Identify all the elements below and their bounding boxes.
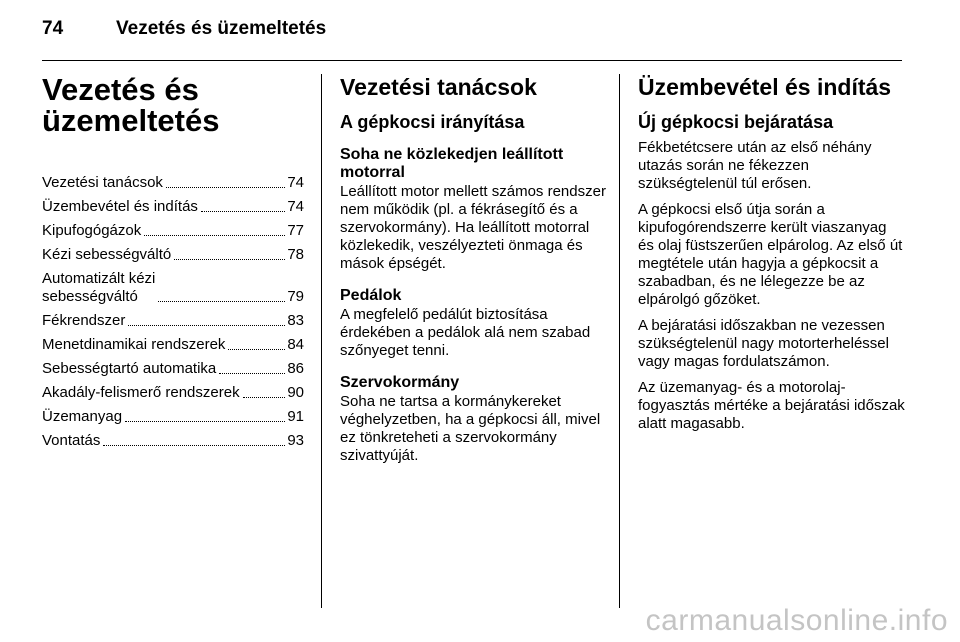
toc-entry-label: Üzembevétel és indítás: [42, 198, 198, 215]
pedals-heading: Pedálok: [340, 287, 402, 304]
paragraph: A bejáratási időszakban ne vezessen szükségtelenül nagy motorterheléssel vagy magas fordulatszámon.: [638, 317, 889, 370]
chapter-column: [42, 74, 304, 456]
dot-leader: [103, 445, 285, 446]
paragraph: A gépkocsi első útja során a kipufogórendszerre került viaszanyag és olaj füstszerűen elpárolog. Az első út megtétele után hagyja a gépkocsit a szabadban, és ne lélegezze be az elpárolgó gőzöket.: [638, 201, 903, 308]
toc-entry[interactable]: [42, 408, 304, 426]
toc-entry-label: Automatizált kézi sebességváltó: [42, 270, 156, 305]
toc-entry-label: Sebességtartó automatika: [42, 360, 217, 377]
toc-entry-label: Kézi sebességváltó: [42, 246, 172, 263]
toc-entry-label: Vezetési tanácsok: [42, 174, 163, 191]
toc-entry[interactable]: [42, 222, 304, 240]
toc-entry-label: Kipufogógázok: [42, 222, 142, 239]
dot-leader: [125, 421, 285, 422]
toc-entry[interactable]: [42, 360, 304, 378]
toc-entry-page: 90: [287, 384, 304, 401]
toc-entry[interactable]: [42, 336, 304, 354]
toc-entry-page: 78: [287, 246, 304, 263]
toc-entry[interactable]: [42, 198, 304, 216]
engine-off-heading: Soha ne közlekedjen leállított motorral: [340, 146, 564, 181]
toc-entry[interactable]: [42, 246, 304, 264]
header-divider: [42, 60, 902, 61]
power-steering-heading: Szervokormány: [340, 374, 460, 391]
engine-off-text: Leállított motor mellett számos rendszer nem működik (pl. a fékrásegítő és a szervokormány). Ha leállított motorral közlekedik, veszélyezteti önmaga és mások épségét.: [340, 183, 606, 272]
toc-entry-page: 84: [287, 336, 304, 353]
start-up-column: [638, 74, 906, 441]
toc-entry-page: 83: [287, 312, 304, 329]
toc-entry[interactable]: [42, 384, 304, 402]
column-title: Vezetési tanácsok: [340, 74, 537, 100]
toc-entry-label: Menetdinamikai rendszerek: [42, 336, 226, 353]
dot-leader: [219, 373, 285, 374]
dot-leader: [201, 211, 285, 212]
column-divider-1: [321, 74, 322, 608]
dot-leader: [158, 301, 285, 302]
chapter-title-line-2: üzemeltetés: [42, 103, 220, 138]
watermark: carmanualsonline.info: [645, 604, 948, 637]
running-section-title: Vezetés és üzemeltetés: [116, 18, 327, 39]
pedals-text: A megfelelő pedálút biztosítása érdekében a pedálok alá nem szabad szőnyeget tenni.: [340, 306, 591, 359]
page-header: [42, 18, 902, 42]
toc-entry-page: 74: [287, 174, 304, 191]
dot-leader: [243, 397, 286, 398]
toc-entry-page: 74: [287, 198, 304, 215]
dot-leader: [128, 325, 285, 326]
toc-entry-page: 79: [287, 288, 304, 305]
dot-leader: [174, 259, 285, 260]
toc-entry-page: 91: [287, 408, 304, 425]
toc-entry-label: Fékrendszer: [42, 312, 126, 329]
toc-entry-label: Üzemanyag: [42, 408, 123, 425]
column-title: Üzembevétel és indítás: [638, 74, 892, 100]
subsection-title: A gépkocsi irányítása: [340, 112, 525, 132]
toc-entry[interactable]: [42, 174, 304, 192]
toc-entry-label: Akadály-felismerő rendszerek: [42, 384, 240, 401]
toc-entry-label: Vontatás: [42, 432, 101, 449]
chapter-title-line-1: Vezetés és: [42, 72, 199, 107]
paragraph: Az üzemanyag- és a motorolaj-fogyasztás mértéke a bejáratási időszak alatt magasabb.: [638, 379, 905, 432]
power-steering-text: Soha ne tartsa a kormánykereket véghelyzetben, ha a gépkocsi áll, mivel ez tönkreteheti a szervokormány szivattyúját.: [340, 393, 601, 464]
driving-tips-column: [340, 74, 608, 473]
subsection-title: Új gépkocsi bejáratása: [638, 112, 834, 132]
toc-entry[interactable]: [42, 270, 304, 306]
table-of-contents: [42, 174, 304, 450]
toc-entry[interactable]: [42, 312, 304, 330]
column-divider-2: [619, 74, 620, 608]
dot-leader: [228, 349, 285, 350]
dot-leader: [144, 235, 285, 236]
dot-leader: [166, 187, 285, 188]
page-number: 74: [42, 18, 64, 39]
toc-entry-page: 93: [287, 432, 304, 449]
toc-entry[interactable]: [42, 432, 304, 450]
toc-entry-page: 86: [287, 360, 304, 377]
toc-entry-page: 77: [287, 222, 304, 239]
paragraph: Fékbetétcsere után az első néhány utazás során ne fékezzen szükségtelenül túl erősen.: [638, 139, 872, 192]
chapter-title: [42, 74, 304, 136]
